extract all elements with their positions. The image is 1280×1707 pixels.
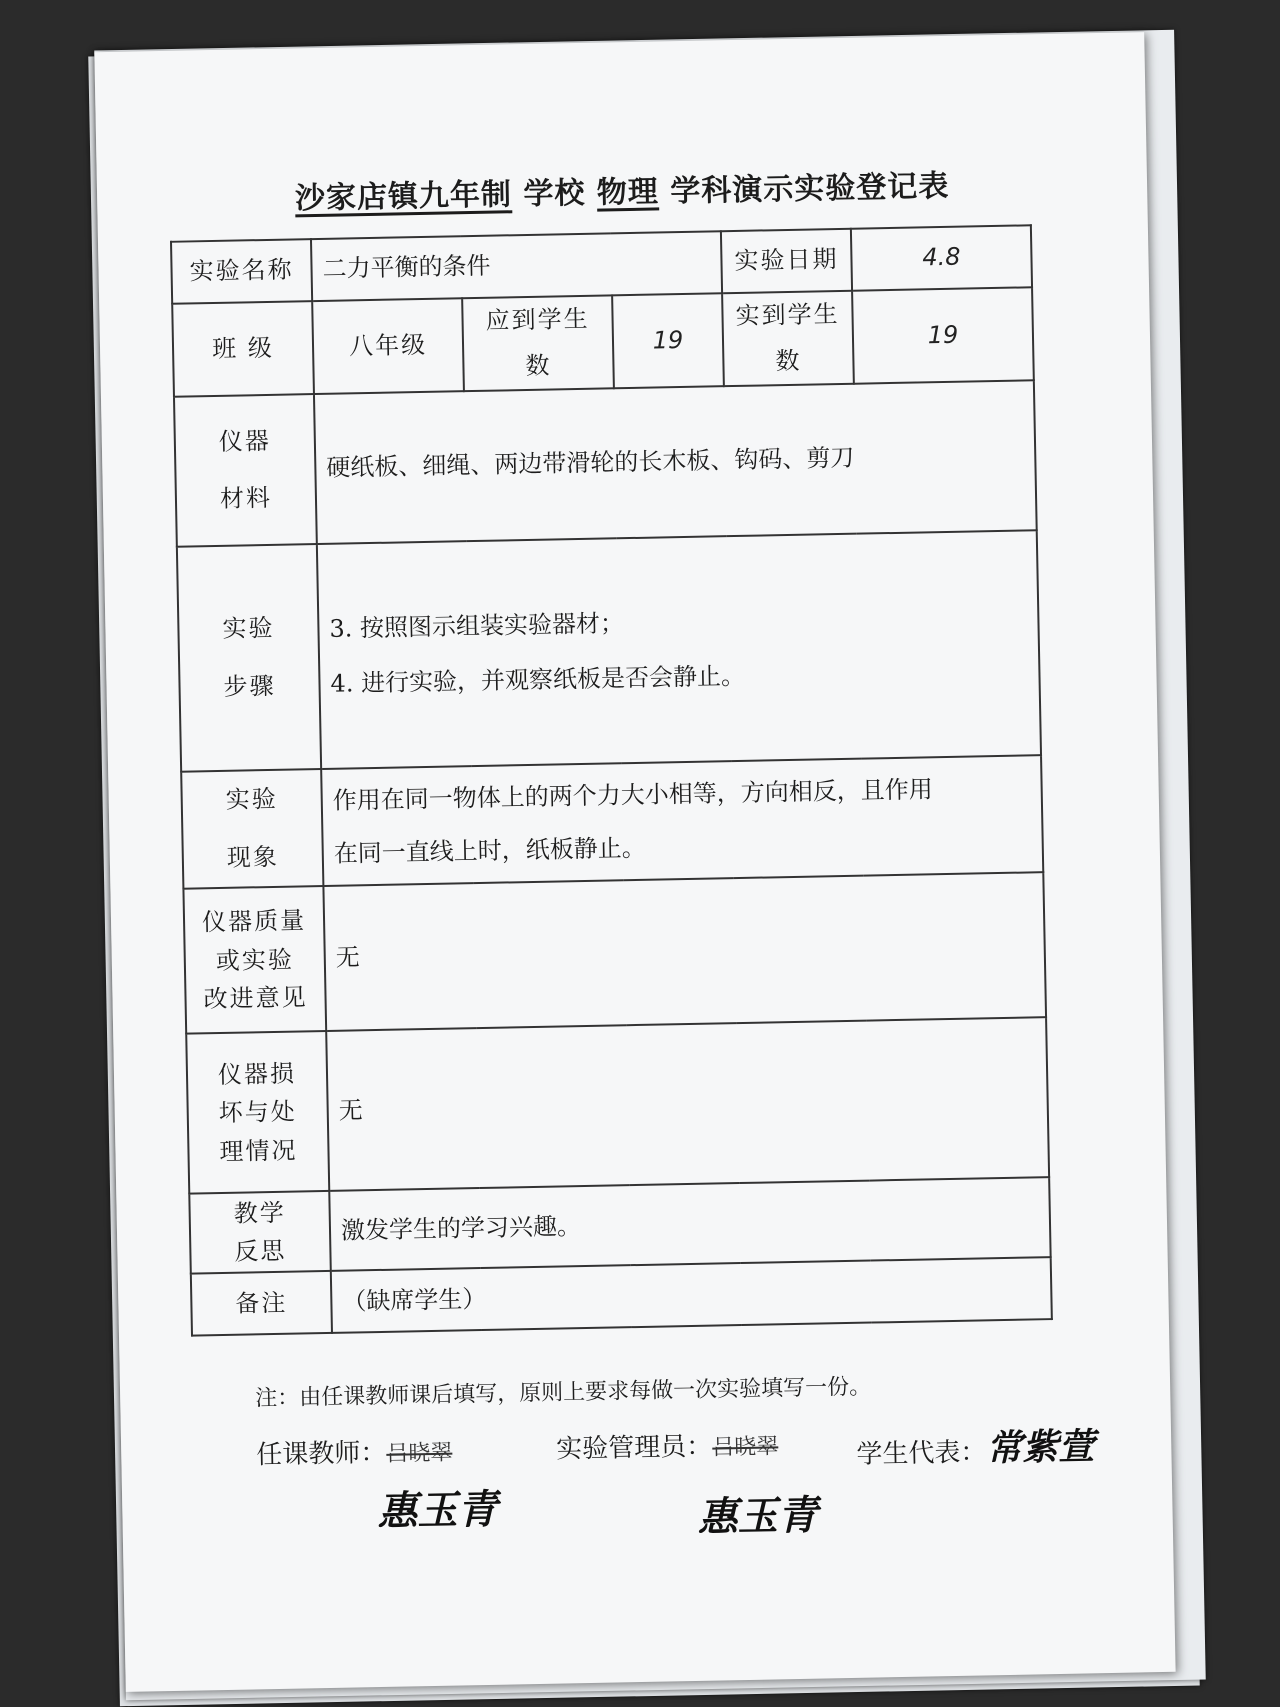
quality-label-line2: 或实验 — [215, 945, 295, 975]
step-3: 3. 按照图示组装实验器材； — [329, 608, 625, 643]
row-phenomenon — [181, 755, 1043, 889]
admin-struck-name: 吕晓翠 — [712, 1434, 779, 1461]
phenomenon-label-line2: 现象 — [226, 842, 280, 872]
teacher-label: 任课教师： — [256, 1437, 387, 1471]
damage-label-line1: 仪器损 — [217, 1059, 297, 1089]
reflection-label — [189, 1191, 331, 1274]
steps-value — [317, 530, 1041, 769]
title-subject: 物理 — [596, 174, 660, 211]
reflection-label-line2: 反思 — [234, 1237, 287, 1267]
damage-value: 无 — [326, 1018, 1049, 1192]
actual-students-label: 实到学生数 — [722, 291, 854, 387]
row-class — [172, 287, 1034, 397]
reflection-value: 激发学生的学习兴趣。 — [329, 1177, 1050, 1271]
expected-students-label: 应到学生数 — [462, 295, 614, 391]
steps-label-line2: 步骤 — [223, 671, 276, 701]
quality-label-line1: 仪器质量 — [201, 906, 307, 937]
registration-sheet — [94, 32, 1175, 1692]
row-damage — [186, 1018, 1049, 1194]
row-quality — [183, 873, 1046, 1034]
steps-label-line1: 实验 — [222, 613, 275, 643]
admin-signature — [556, 1424, 779, 1465]
title-form-name: 学科演示实验登记表 — [669, 168, 950, 210]
phenomenon-value — [321, 755, 1043, 886]
experiment-form-table — [170, 224, 1053, 1337]
equipment-label — [174, 394, 317, 547]
step-4: 4. 进行实验，并观察纸板是否会静止。 — [330, 661, 746, 698]
exp-date-label: 实验日期 — [721, 229, 852, 293]
quality-label — [183, 886, 326, 1034]
exp-name-value: 二力平衡的条件 — [311, 231, 722, 301]
remarks-value: （缺席学生） — [331, 1257, 1052, 1333]
damage-label-line2: 坏与处 — [218, 1097, 298, 1128]
student-handwritten-name: 常紫萱 — [985, 1426, 1095, 1470]
admin-handwritten-name: 惠玉青 — [697, 1492, 819, 1541]
class-label: 班 级 — [172, 301, 314, 397]
quality-label-line3: 改进意见 — [203, 983, 308, 1014]
actual-students-value: 19 — [852, 287, 1034, 384]
expected-students-value: 19 — [612, 293, 724, 388]
title-school: 学校 — [523, 175, 586, 213]
admin-label: 实验管理员： — [555, 1431, 713, 1465]
phenomenon-label-line1: 实验 — [225, 785, 278, 815]
equipment-label-line2: 材料 — [219, 484, 273, 514]
signature-row — [256, 1418, 1095, 1541]
phenomenon-line-2: 在同一直线上时，纸板静止。 — [333, 833, 646, 868]
damage-label-line3: 理情况 — [219, 1136, 298, 1166]
quality-value: 无 — [323, 873, 1046, 1032]
title-town-school: 沙家店镇九年制 — [294, 177, 513, 217]
class-value: 八年级 — [312, 298, 464, 394]
damage-label — [186, 1031, 329, 1194]
phenomenon-label — [181, 769, 323, 889]
row-steps — [177, 530, 1041, 771]
teacher-struck-name: 吕晓翠 — [386, 1440, 453, 1467]
row-equipment — [174, 380, 1037, 546]
phenomenon-line-1: 作用在同一物体上的两个力大小相等，方向相反，且作用 — [332, 775, 933, 815]
page-title — [97, 157, 1148, 221]
exp-name-label: 实验名称 — [171, 239, 312, 304]
reflection-label-line1: 教学 — [233, 1198, 286, 1228]
student-label: 学生代表： — [856, 1437, 987, 1470]
remarks-label: 备注 — [191, 1271, 332, 1336]
student-signature — [856, 1418, 1095, 1474]
teacher-handwritten-name: 惠玉青 — [376, 1486, 498, 1536]
equipment-value: 硬纸板、细绳、两边带滑轮的长木板、钩码、剪刀 — [314, 380, 1037, 544]
teacher-signature — [256, 1431, 453, 1472]
footnote: 注：由任课教师课后填写，原则上要求每做一次实验填写一份。 — [254, 1374, 872, 1412]
steps-label — [177, 544, 321, 772]
equipment-label-line1: 仪器 — [218, 426, 272, 456]
exp-date-value: 4.8 — [851, 225, 1032, 290]
